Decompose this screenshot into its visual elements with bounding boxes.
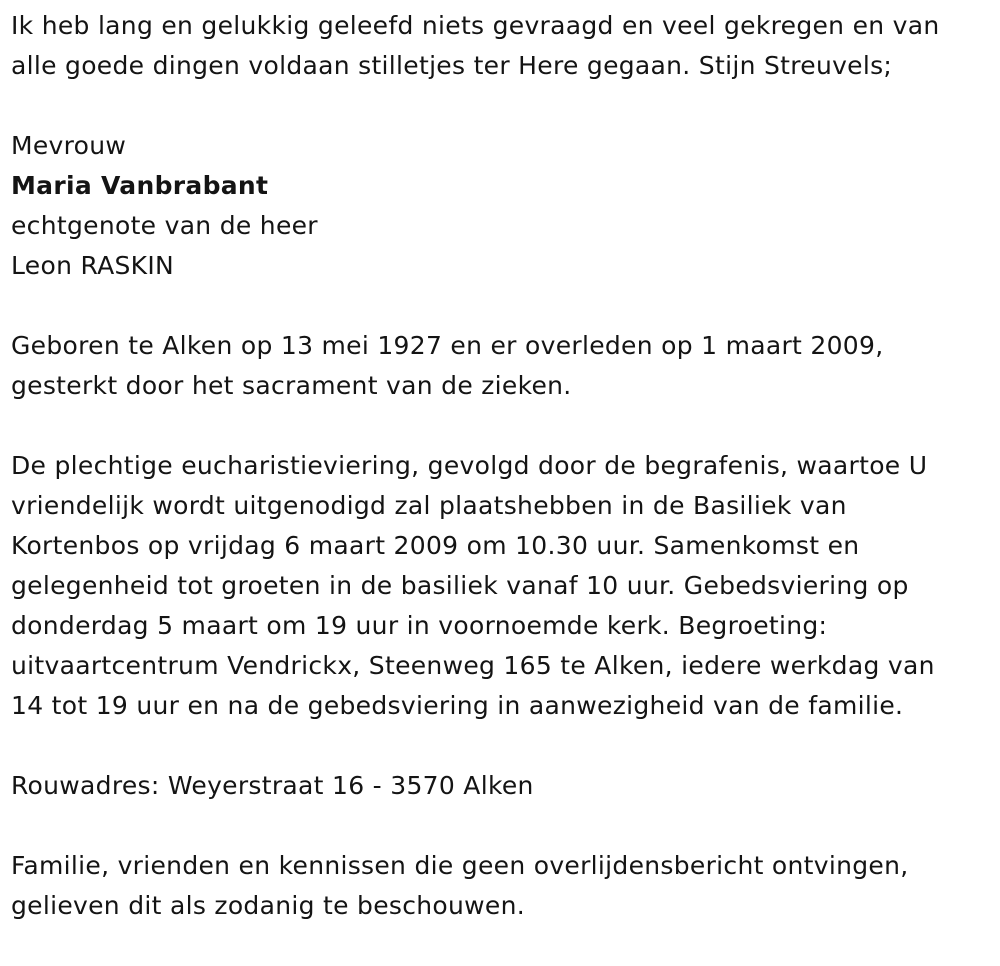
ceremony-line: Kortenbos op vrijdag 6 maart 2009 om 10.30 uur. Samenkomst en <box>11 531 860 560</box>
quote-line: alle goede dingen voldaan stilletjes ter Here gegaan. Stijn Streuvels; <box>11 51 893 80</box>
spacer <box>11 806 986 846</box>
ceremony-paragraph <box>11 446 986 726</box>
quote-line: Ik heb lang en gelukkig geleefd niets gevraagd en veel gekregen en van <box>11 11 940 40</box>
spacer <box>11 406 986 446</box>
ceremony-line: vriendelijk wordt uitgenodigd zal plaatshebben in de Basiliek van <box>11 491 847 520</box>
closing-paragraph <box>11 846 986 926</box>
birth-line: Geboren te Alken op 13 mei 1927 en er overleden op 1 maart 2009, <box>11 331 884 360</box>
closing-line: Familie, vrienden en kennissen die geen overlijdensbericht ontvingen, <box>11 851 909 880</box>
quote-paragraph <box>11 6 986 86</box>
spacer <box>11 726 986 766</box>
closing-line: gelieven dit als zodanig te beschouwen. <box>11 891 525 920</box>
birth-paragraph <box>11 326 986 406</box>
ceremony-line: donderdag 5 maart om 19 uur in voornoemde kerk. Begroeting: <box>11 611 828 640</box>
ceremony-line: gelegenheid tot groeten in de basiliek vanaf 10 uur. Gebedsviering op <box>11 571 909 600</box>
spacer <box>11 86 986 126</box>
deceased-relation: echtgenote van de heer <box>11 211 318 240</box>
ceremony-line: uitvaartcentrum Vendrickx, Steenweg 165 te Alken, iedere werkdag van <box>11 651 935 680</box>
spacer <box>11 286 986 326</box>
ceremony-line: 14 tot 19 uur en na de gebedsviering in aanwezigheid van de familie. <box>11 691 904 720</box>
spouse-name: Leon RASKIN <box>11 251 175 280</box>
deceased-name: Maria Vanbrabant <box>11 171 269 200</box>
mourning-address: Rouwadres: Weyerstraat 16 - 3570 Alken <box>11 771 534 800</box>
birth-line: gesterkt door het sacrament van de zieken. <box>11 371 572 400</box>
ceremony-line: De plechtige eucharistieviering, gevolgd door de begrafenis, waartoe U <box>11 451 928 480</box>
deceased-title: Mevrouw <box>11 131 127 160</box>
obituary-document <box>11 6 986 926</box>
